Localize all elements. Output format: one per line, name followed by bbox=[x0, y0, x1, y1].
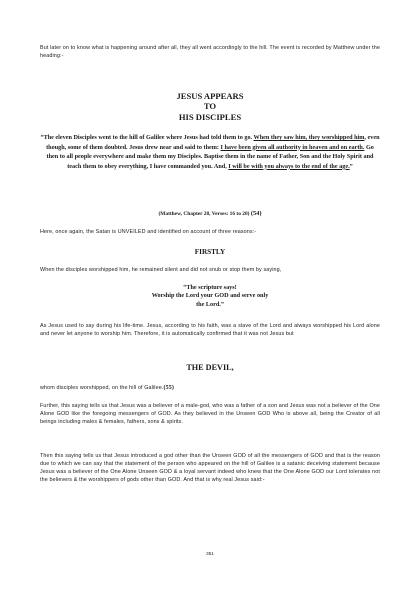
title-line-2: TO bbox=[203, 101, 217, 112]
quote-underline-1: When they saw him, they worshipped him bbox=[253, 134, 365, 141]
scripture-quote bbox=[40, 284, 380, 309]
footnote-number: (55) bbox=[163, 385, 174, 391]
citation-text: (Matthew, Chapter 28, Verses: 16 to 20) bbox=[158, 211, 250, 217]
then-paragraph: Then this saying tells us that Jesus introduced a god other than the Unseen GOD of all the messengers of GOD and that is the reason due to which we can say that the statement of the person who appeared on the hill of Galilee is a satanic deceiving statement because Jesus was a believer of the One Alone Unseen GOD & a loyal servant indeed who knew that the One Alone GOD our Lord tolerates not the believers & the worshippers of gods other than GOD. And that is why real Jesus said:- bbox=[40, 453, 380, 484]
gospel-quote bbox=[40, 133, 380, 171]
jesus-paragraph: As Jesus used to say during his life-time. Jesus, according to his faith, was a slave of the Lord and always worshipped his Lord alone and never let anyone to worship him. Therefore, it is automatically confirmed that it was not Jesus but bbox=[40, 323, 380, 338]
title-line-3: HIS DISCIPLES bbox=[178, 111, 242, 122]
further-paragraph: Further, this saying tells us that Jesus was a believer of a male-god, who was a father of a son and Jesus was not a believer of the One Alone GOD like the foregoing messengers of GOD. As they believed in the Unseen GOD Who is above all, being the Creator of all beings including males & females, fathers, sons & spirits. bbox=[40, 403, 380, 426]
quote-part-3: Go then to all people everywhere and make them my Disciples. Baptise them in the name of Father, Son and the Holy Spirit and teach them to obey everything, I have commanded you. And, bbox=[46, 143, 374, 170]
devil-paragraph-text: whom disciples worshipped, on the hill of Galilee. bbox=[40, 385, 164, 391]
footnote-number: (54) bbox=[250, 210, 262, 217]
quote-part-4: ” bbox=[349, 162, 353, 170]
page-number: 351 bbox=[206, 551, 214, 556]
scripture-line-2: Worship the Lord your GOD and serve only bbox=[151, 292, 269, 300]
section-title bbox=[40, 91, 380, 122]
firstly-paragraph: When the disciples worshipped him, he remained silent and did not snub or stop them by saying, bbox=[40, 267, 282, 273]
title-line-1: JESUS APPEARS bbox=[176, 91, 244, 101]
scripture-line-3: the Lord.” bbox=[196, 300, 224, 308]
scripture-line-1: “The scripture says! bbox=[183, 284, 237, 291]
document-page bbox=[40, 0, 380, 593]
reasons-paragraph: Here, once again, the Satan is UNVEILED and identified on account of three reasons:- bbox=[40, 229, 257, 235]
intro-paragraph: But later on to know what is happening around after all, they all went accordingly to the hill. The event is recorded by Matthew under the heading:- bbox=[40, 45, 380, 60]
firstly-heading: FIRSTLY bbox=[194, 248, 226, 256]
devil-paragraph bbox=[40, 384, 380, 392]
citation bbox=[40, 210, 380, 218]
quote-underline-2: I have been given all authority in heaven and on earth. bbox=[220, 143, 365, 151]
quote-part-1: “The eleven Disciples went to the hill of Galilee where Jesus had told them to go. bbox=[40, 134, 254, 141]
quote-part-2: , even though, some of them doubted. Jesus drew near and said to them: bbox=[46, 134, 380, 151]
devil-heading: THE DEVIL, bbox=[186, 363, 234, 372]
quote-underline-3: I will be with you always to the end of the age. bbox=[228, 162, 350, 170]
